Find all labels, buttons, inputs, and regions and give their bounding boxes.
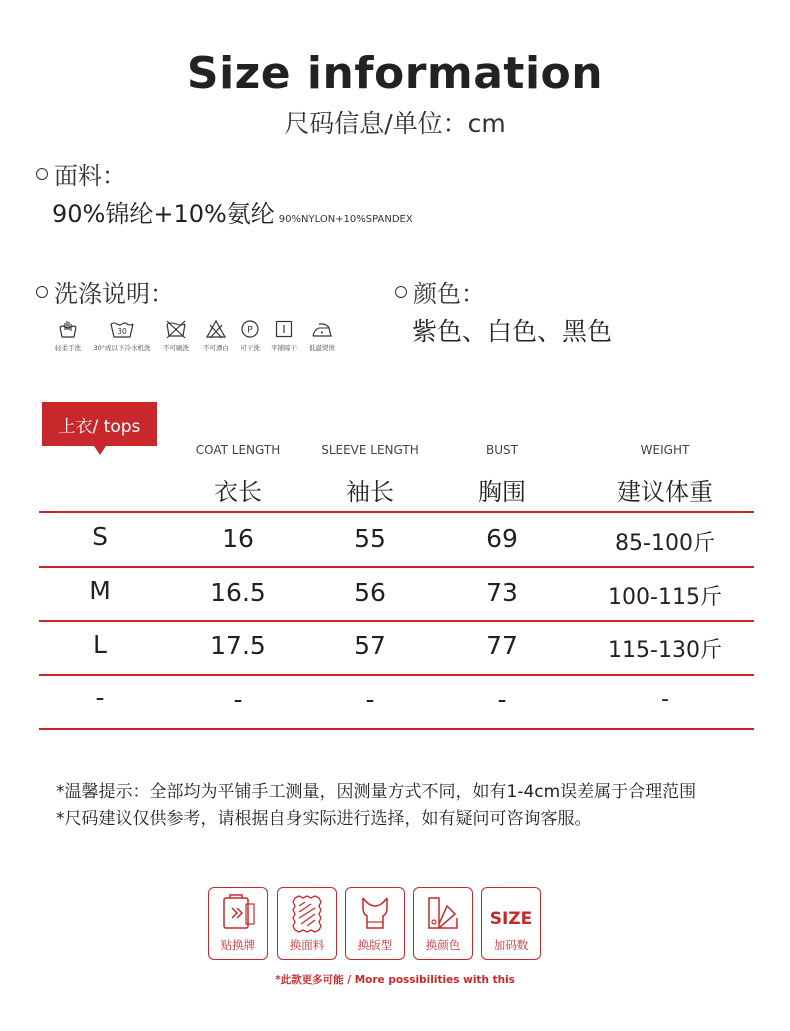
bust-cell: - xyxy=(497,685,507,714)
sleeve-length-cell: - xyxy=(365,685,375,714)
note-measurement: *温馨提示：全部均为平铺手工测量，因测量方式不同，如有1-4cm误差属于合理范围 xyxy=(56,782,697,802)
header-bust-en: BUST xyxy=(486,443,518,457)
option-color-swap-text: 换颜色 xyxy=(425,938,461,952)
pattern-swap-icon xyxy=(353,894,397,934)
fabric-section-label xyxy=(36,156,126,191)
bust-cell: 69 xyxy=(486,524,518,553)
sleeve-length-cell: 55 xyxy=(354,524,386,553)
fabric-value-row xyxy=(52,194,413,229)
option-fabric-swap-text: 换面料 xyxy=(289,938,325,952)
tag-pointer xyxy=(94,446,106,455)
size-cell: M xyxy=(89,576,111,605)
header-coat-length-cn: 衣长 xyxy=(214,478,262,506)
sleeve-length-cell: 57 xyxy=(354,631,386,660)
coat-length-cell: 16.5 xyxy=(210,578,266,607)
header-sleeve-length-en: SLEEVE LENGTH xyxy=(321,443,419,457)
care-label-hand-wash: 轻柔手洗 xyxy=(55,344,81,352)
svg-text:P: P xyxy=(247,325,253,336)
header-sleeve-length-cn: 袖长 xyxy=(346,478,394,506)
tops-tag: 上衣/ tops xyxy=(42,402,157,446)
option-pattern-swap-text: 换版型 xyxy=(357,938,393,952)
header-weight-cn: 建议体重 xyxy=(617,478,713,506)
svg-text:30: 30 xyxy=(117,327,127,336)
option-pattern-swap xyxy=(345,887,405,960)
bullet-circle-icon xyxy=(36,286,48,298)
table-divider xyxy=(39,620,754,622)
bullet-circle-icon xyxy=(395,286,407,298)
note-size-advice: *尺码建议仅供参考，请根据自身实际进行选择，如有疑问可咨询客服。 xyxy=(56,809,592,829)
sleeve-length-cell: 56 xyxy=(354,578,386,607)
table-divider xyxy=(39,674,754,676)
header-coat-length-en: COAT LENGTH xyxy=(195,443,281,457)
table-divider xyxy=(39,566,754,568)
label-swap-icon xyxy=(216,894,260,934)
weight-cell: 115-130斤 xyxy=(608,638,722,663)
table-divider xyxy=(39,728,754,730)
page-title: Size information xyxy=(186,48,604,99)
table-divider xyxy=(39,511,754,513)
wash-30-icon xyxy=(109,318,135,340)
bust-cell: 77 xyxy=(486,631,518,660)
page-subtitle: 尺码信息/单位：cm xyxy=(284,109,506,138)
option-size-add-text: 加码数 xyxy=(493,938,529,952)
low-iron-icon xyxy=(310,318,334,340)
option-color-swap xyxy=(413,887,473,960)
size-cell: - xyxy=(95,683,105,712)
fabric-label: 面料： xyxy=(54,162,126,190)
fabric-value: 90%锦纶+10%氨纶 xyxy=(52,200,275,228)
option-label-swap-text: 贴换牌 xyxy=(220,938,256,952)
bullet-circle-icon xyxy=(36,168,48,180)
header-weight-en: WEIGHT xyxy=(640,443,690,457)
size-cell: L xyxy=(93,630,107,659)
svg-text:SIZE: SIZE xyxy=(489,909,533,929)
coat-length-cell: 16 xyxy=(222,524,254,553)
bust-cell: 73 xyxy=(486,578,518,607)
care-label-no-tumble: 不可刷洗 xyxy=(163,344,189,352)
care-label-low-iron: 低温熨烫 xyxy=(309,344,335,352)
option-label-swap xyxy=(208,887,268,960)
care-section-label xyxy=(36,274,174,309)
colors-label: 颜色： xyxy=(413,280,485,308)
care-label-wash-30: 30°或以下冷水机洗 xyxy=(93,344,151,352)
footer-note: *此款更多可能 / More possibilities with this xyxy=(275,974,515,986)
header-bust-cn: 胸围 xyxy=(478,478,526,506)
care-item-low-iron xyxy=(290,318,354,352)
care-label-flat-dry: 平铺晾干 xyxy=(271,344,297,352)
care-label-dry-clean: 可干洗 xyxy=(240,344,260,352)
coat-length-cell: 17.5 xyxy=(210,631,266,660)
option-size-add xyxy=(481,887,541,960)
size-cell: S xyxy=(92,522,108,551)
colors-value: 紫色、白色、黑色 xyxy=(412,317,613,346)
care-label-no-bleach: 不可漂白 xyxy=(203,344,229,352)
weight-cell: 85-100斤 xyxy=(615,531,715,556)
fabric-swap-icon xyxy=(285,894,329,934)
color-swap-icon xyxy=(421,894,465,934)
coat-length-cell: - xyxy=(233,685,243,714)
weight-cell: 100-115斤 xyxy=(608,585,722,610)
hand-wash-icon xyxy=(57,318,79,340)
size-add-icon xyxy=(486,894,536,934)
fabric-value-en: 90%NYLON+10%SPANDEX xyxy=(278,214,413,225)
care-label: 洗涤说明： xyxy=(54,280,174,308)
colors-section-label xyxy=(395,274,485,309)
option-fabric-swap xyxy=(277,887,337,960)
weight-cell: - xyxy=(661,687,669,712)
